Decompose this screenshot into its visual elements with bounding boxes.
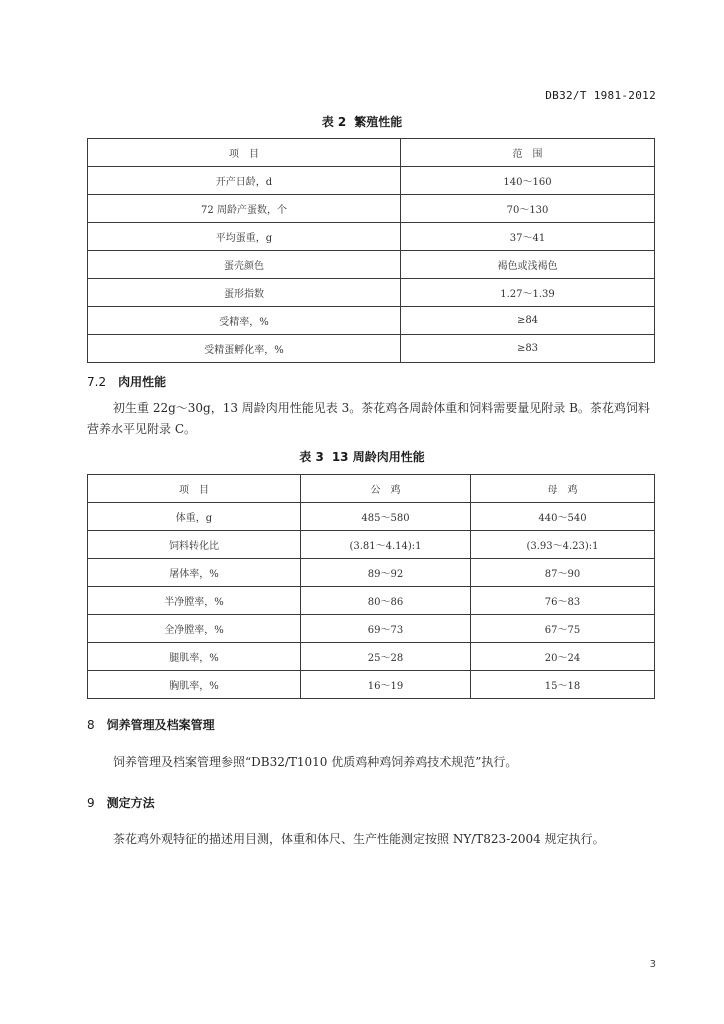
table-cell: ≥84 [401,307,655,335]
column-header: 范 围 [401,139,655,167]
table2-caption-number: 表 2 [321,115,347,129]
table3-caption [0,448,724,465]
table-row [88,335,655,363]
table-row [88,671,655,699]
table-cell: 140～160 [401,167,655,195]
table-row [88,503,655,531]
table-cell: 屠体率，% [88,559,301,587]
table-cell: 体重，g [88,503,301,531]
table-cell: 腿肌率，% [88,643,301,671]
table-row [88,251,655,279]
table-row [88,615,655,643]
table2-breeding-performance [87,138,655,363]
page-number: 3 [649,959,656,970]
table-row [88,531,655,559]
column-header: 项 目 [88,475,301,503]
table-header-row [88,139,655,167]
table-cell: 440～540 [471,503,655,531]
table-cell: 蛋壳颜色 [88,251,401,279]
table-cell: 受精率，% [88,307,401,335]
section-7-2-paragraph: 初生重 22g～30g，13 周龄肉用性能见表 3。茶花鸡各周龄体重和饲料需要量见附录 B。茶花鸡饲料营养水平见附录 C。 [87,401,650,436]
table-cell: 半净膛率，% [88,587,301,615]
table-cell: 胸肌率，% [88,671,301,699]
table-cell: (3.81～4.14):1 [301,531,471,559]
section-8-paragraph: 饲养管理及档案管理参照“DB32/T1010 优质鸡种鸡饲养鸡技术规范”执行。 [113,755,518,769]
table-cell: 20～24 [471,643,655,671]
table-row [88,307,655,335]
section-8-heading [87,716,215,733]
table-cell: 87～90 [471,559,655,587]
table-cell: ≥83 [401,335,655,363]
table-header-row [88,475,655,503]
table-cell: 饲料转化比 [88,531,301,559]
table-cell: 80～86 [301,587,471,615]
table2-caption-title: 繁殖性能 [354,115,403,129]
table-cell: 褐色或浅褐色 [401,251,655,279]
table-cell: 76～83 [471,587,655,615]
table-cell: 70～130 [401,195,655,223]
table-cell: 89～92 [301,559,471,587]
table3-caption-title: 13 周龄肉用性能 [331,450,425,464]
document-code: DB32/T 1981-2012 [545,89,656,102]
section-9-heading [87,794,155,811]
table-row [88,279,655,307]
column-header: 公 鸡 [301,475,471,503]
table-row [88,195,655,223]
table-row [88,559,655,587]
table-cell: 37～41 [401,223,655,251]
table-cell: 1.27～1.39 [401,279,655,307]
table-cell: 16～19 [301,671,471,699]
table-cell: (3.93～4.23):1 [471,531,655,559]
table-row [88,587,655,615]
section-7-2-heading [87,373,166,390]
section-number: 7.2 [87,375,107,389]
table-cell: 25～28 [301,643,471,671]
table-cell: 15～18 [471,671,655,699]
table3-meat-performance [87,474,655,699]
section-number: 9 [87,796,95,810]
table-row [88,167,655,195]
section-title: 饲养管理及档案管理 [106,718,215,732]
section-9-paragraph: 茶花鸡外观特征的描述用目测，体重和体尺、生产性能测定按照 NY/T823-2004 规定执行。 [113,832,605,846]
table-cell: 平均蛋重，g [88,223,401,251]
section-number: 8 [87,718,95,732]
table-cell: 开产日龄，d [88,167,401,195]
column-header: 母 鸡 [471,475,655,503]
table-row [88,643,655,671]
table-cell: 72 周龄产蛋数，个 [88,195,401,223]
table3-caption-number: 表 3 [299,450,324,464]
table-row [88,223,655,251]
column-header: 项 目 [88,139,401,167]
table-cell: 蛋形指数 [88,279,401,307]
table-cell: 67～75 [471,615,655,643]
table2-caption [0,113,724,130]
table-cell: 受精蛋孵化率，% [88,335,401,363]
section-title: 肉用性能 [118,375,167,389]
section-title: 测定方法 [106,796,155,810]
table-cell: 485～580 [301,503,471,531]
table-cell: 69～73 [301,615,471,643]
table-cell: 全净膛率，% [88,615,301,643]
